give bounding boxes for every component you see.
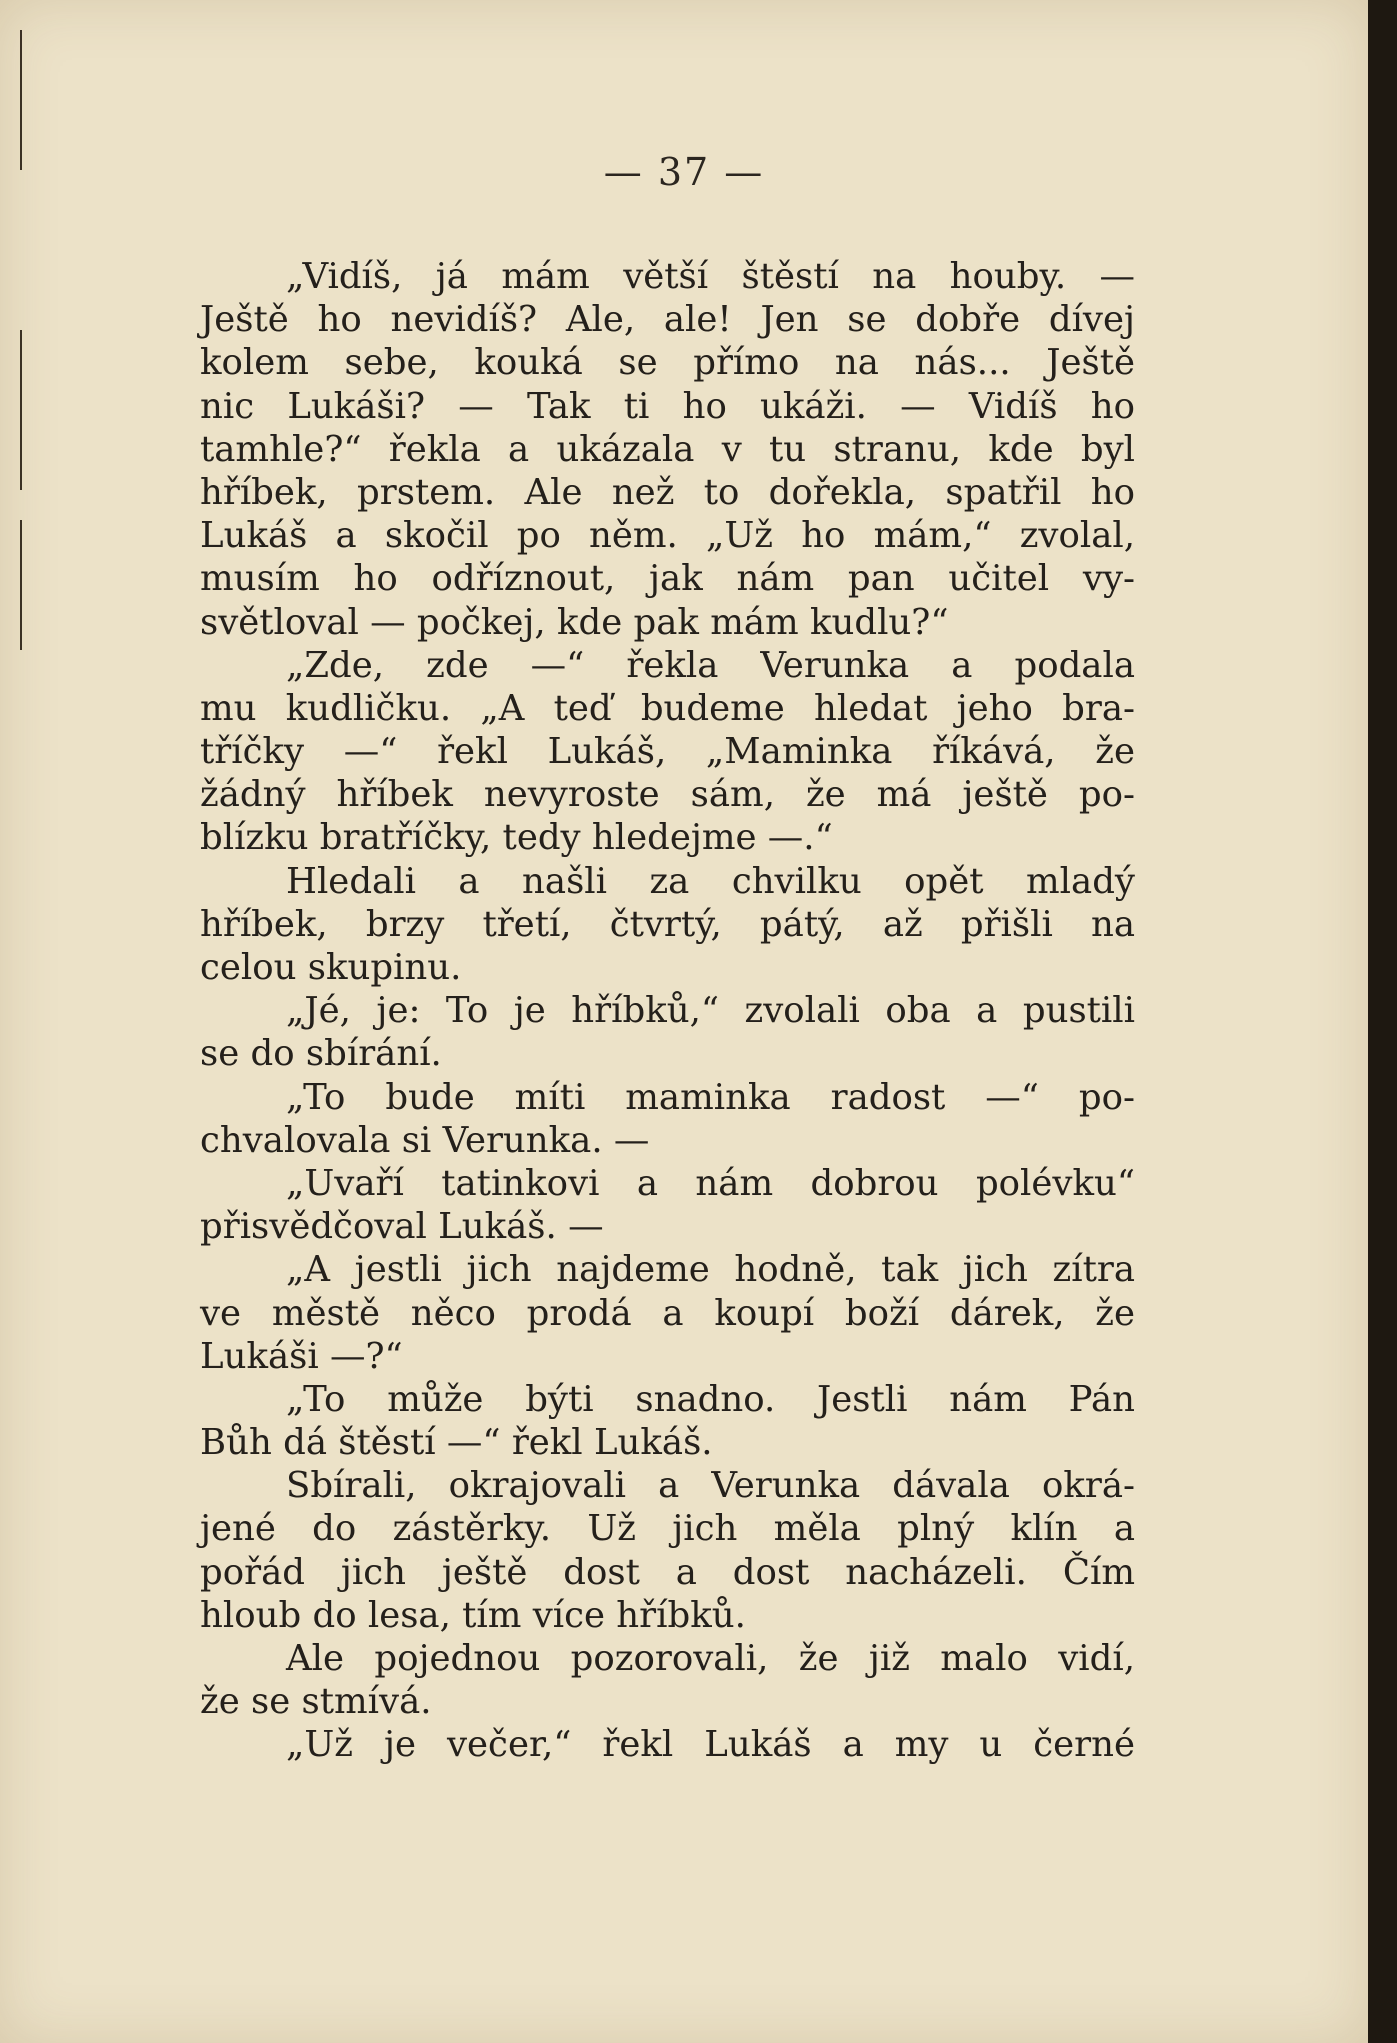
text-line: Lukáši —?“ (200, 1335, 403, 1377)
text-line: celou skupinu. (200, 947, 462, 988)
text-line: Hledali a našli za chvilku opět mladý (286, 860, 1135, 902)
text-line: jené do zástěrky. Už jich měla plný klín a (200, 1508, 1135, 1550)
text-line: „Uvaří tatinkovi a nám dobrou polévku“ (286, 1162, 1135, 1204)
text-line: se do sbírání. (200, 1033, 442, 1075)
text-line: musím ho odříznout, jak nám pan učitel vy- (200, 558, 1135, 600)
text-line: nic Lukáši? — Tak ti ho ukáži. — Vidíš ho (200, 385, 1135, 427)
text-line: hloub do lesa, tím více hříbků. (200, 1594, 746, 1636)
text-line: hříbek, prstem. Ale než to dořekla, spatřil ho (200, 471, 1135, 513)
page-edge-shadow (1368, 0, 1397, 2043)
text-line: tříčky —“ řekl Lukáš, „Maminka říkává, že (200, 731, 1135, 773)
margin-mark-lower (20, 520, 22, 650)
text-line: Ale pojednou pozorovali, že již malo vidí, (286, 1638, 1135, 1679)
text-line: „Zde, zde —“ řekla Verunka a podala (286, 644, 1135, 686)
text-line: Lukáš a skočil po něm. „Už ho mám,“ zvolal, (200, 515, 1135, 557)
text-line: chvalovala si Verunka. — (200, 1119, 650, 1161)
text-line: pořád jich ještě dost a dost nacházeli. Čím (200, 1551, 1135, 1593)
text-line: tamhle?“ řekla a ukázala v tu stranu, kde byl (200, 428, 1135, 470)
margin-mark-top (20, 30, 22, 170)
text-line: Bůh dá štěstí —“ řekl Lukáš. (200, 1422, 713, 1464)
text-line: „Už je večer,“ řekl Lukáš a my u černé (286, 1724, 1135, 1766)
text-line: Ještě ho nevidíš? Ale, ale! Jen se dobře dívej (200, 299, 1135, 341)
text-line: žádný hříbek nevyroste sám, že má ještě po- (200, 774, 1135, 816)
text-line: že se stmívá. (200, 1681, 432, 1723)
text-line: „Jé, je: To je hříbků,“ zvolali oba a pustili (286, 990, 1135, 1032)
text-line: kolem sebe, kouká se přímo na nás... Ještě (200, 342, 1135, 384)
text-line: ve městě něco prodá a koupí boží dárek, že (200, 1292, 1135, 1334)
text-line: blízku bratříčky, tedy hledejme —.“ (200, 817, 833, 859)
page-body-text (200, 255, 1135, 1767)
text-line: světloval — počkej, kde pak mám kudlu?“ (200, 601, 949, 643)
text-line: „To může býti snadno. Jestli nám Pán (286, 1378, 1135, 1420)
text-line: mu kudličku. „A teď budeme hledat jeho bra- (200, 687, 1135, 729)
text-line: Sbírali, okrajovali a Verunka dávala okrá- (286, 1465, 1135, 1507)
text-line: přisvědčoval Lukáš. — (200, 1206, 604, 1248)
text-line: hříbek, brzy třetí, čtvrtý, pátý, až přišli na (200, 903, 1135, 945)
margin-mark-middle (20, 330, 22, 490)
text-line: „Vidíš, já mám větší štěstí na houby. — (286, 256, 1135, 297)
page-number: — 37 — (603, 150, 765, 194)
text-line: „To bude míti maminka radost —“ po- (286, 1076, 1135, 1118)
text-line: „A jestli jich najdeme hodně, tak jich zítra (286, 1249, 1135, 1291)
